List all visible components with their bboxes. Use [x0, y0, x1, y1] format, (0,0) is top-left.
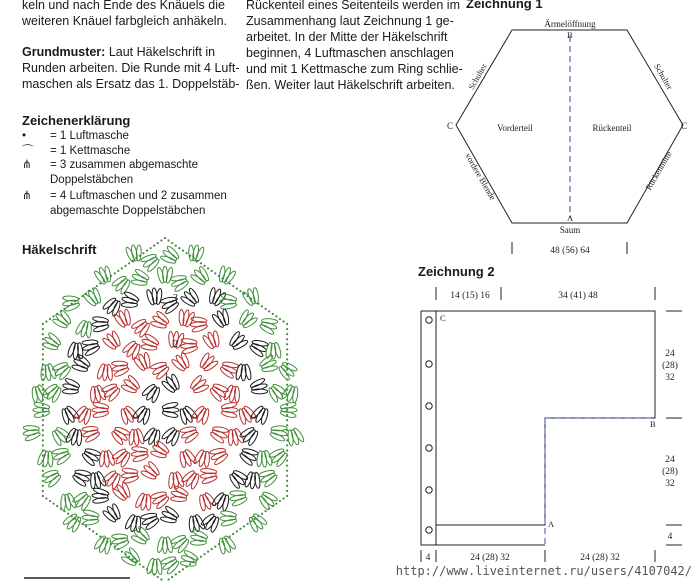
body-text-line: arbeitet. In der Mitte der Häkelschrift [246, 30, 448, 44]
legend-text: = 4 Luftmaschen und 2 zusammen [50, 190, 227, 202]
watermark-url: http://www.liveinternet.ru/users/4107042/ [395, 564, 692, 578]
right-dim-lower: 32 [665, 479, 675, 489]
haekelschrift-title: Häkelschrift [22, 242, 97, 257]
saum-label: Saum [559, 225, 581, 235]
point-a-label: A [567, 213, 574, 223]
legend-text: = 3 zusammen abgemaschte [50, 159, 198, 171]
schulter-right-label: Schulter [652, 61, 676, 92]
right-dim-lower: 24 [665, 455, 675, 465]
rueckenmitte-label: Rückenmitte [643, 149, 674, 192]
legend-title: Zeichenerklärung [22, 113, 131, 128]
point-a-label: A [548, 519, 555, 529]
chain-cluster-stitch-icon: ⋔ [22, 190, 32, 202]
buttonhole [426, 445, 432, 451]
schulter-left-label: Schulter [465, 61, 489, 92]
point-c-label: C [440, 313, 446, 323]
buttonholes [426, 317, 432, 533]
body-text-line: beginnen, 4 Luftmaschen anschlagen [246, 46, 454, 60]
legend-text: = 1 Luftmasche [50, 130, 129, 142]
grundmuster-label: Grundmuster: [22, 45, 106, 59]
bottom-small-dim: 4 [425, 553, 431, 563]
slip-stitch-icon: ⌒ [22, 145, 34, 157]
body-text-line: Rückenteil eines Seitenteils werden im [246, 0, 460, 12]
point-c-left-label: C [447, 121, 454, 131]
bottom-right-dim: 24 (28) 32 [580, 553, 620, 563]
point-b-label: B [567, 30, 573, 40]
chain-stitch-icon: • [22, 130, 27, 142]
buttonhole [426, 317, 432, 323]
legend-text: = 1 Kettmasche [50, 145, 131, 157]
body-text-line: ßen. Weiter laut Häkelschrift arbeiten. [246, 78, 455, 92]
round-number: 1 [164, 372, 169, 383]
buttonhole [426, 361, 432, 367]
rueckenteil-label: Rückenteil [592, 123, 632, 133]
buttonhole [426, 527, 432, 533]
legend-text: abgemaschte Doppelstäbchen [50, 205, 206, 217]
body-text-line: Runden arbeiten. Die Runde mit 4 Luft- [22, 61, 240, 75]
vordere-blende-label: vordere Blende [463, 151, 498, 202]
point-c-right-label: C [681, 121, 688, 131]
buttonhole [426, 403, 432, 409]
body-text-line: und mit 1 Kettmasche zum Ring schlie- [246, 62, 463, 76]
right-dim-upper: (28) [662, 361, 678, 371]
cluster-stitch-icon: ⋔ [22, 159, 32, 171]
left-band-outline [421, 311, 436, 545]
bottom-mid-dim: 24 (28) 32 [470, 553, 510, 563]
point-b-label: B [650, 419, 656, 429]
zeichnung1-title: Zeichnung 1 [466, 0, 543, 11]
right-dim-upper: 32 [665, 373, 675, 383]
width-dimension: 48 (56) 64 [550, 246, 590, 256]
body-text-line: maschen als Ersatz das 1. Doppelstäb- [22, 77, 240, 91]
right-small-dim: 4 [667, 532, 673, 542]
body-text-line: weiteren Knäuel farbgleich anhäkeln. [22, 14, 227, 28]
right-dim-lower: (28) [662, 467, 678, 477]
top-left-dimension: 14 (15) 16 [450, 291, 490, 301]
body-text-line: Zusammenhang laut Zeichnung 1 ge- [246, 14, 454, 28]
right-dim-upper: 24 [665, 349, 675, 359]
armhole-label: Ärmelöffnung [544, 19, 596, 29]
vorderteil-label: Vorderteil [497, 123, 533, 133]
body-text-line: keln und nach Ende des Knäuels die [22, 0, 225, 12]
buttonhole [426, 487, 432, 493]
body-text: Laut Häkelschrift in [105, 45, 216, 59]
round-number: 3 [173, 293, 178, 304]
round-number: 2 [173, 339, 178, 350]
legend-text: Doppelstäbchen [50, 174, 134, 186]
top-right-dimension: 34 (41) 48 [558, 291, 598, 301]
zeichnung2-title: Zeichnung 2 [418, 264, 495, 279]
